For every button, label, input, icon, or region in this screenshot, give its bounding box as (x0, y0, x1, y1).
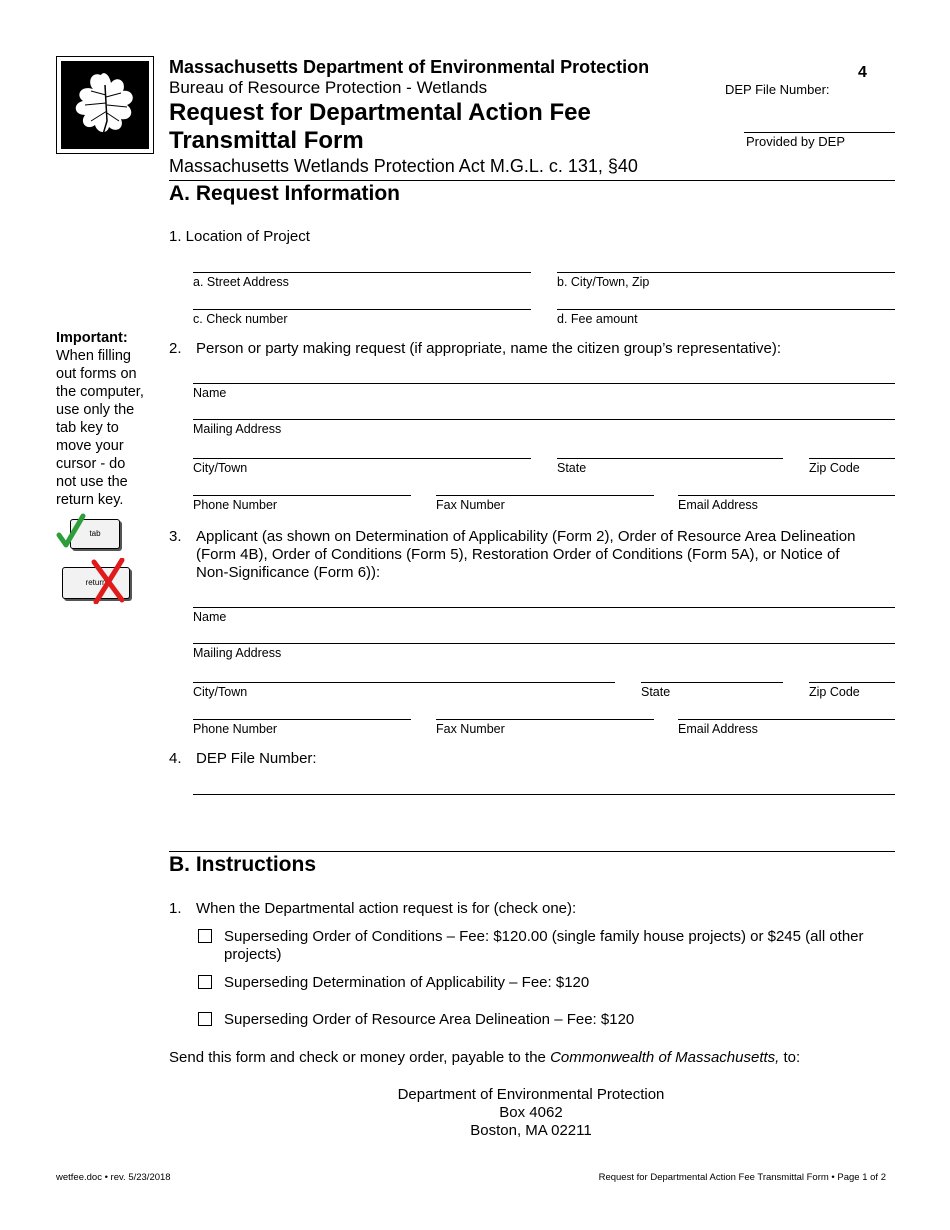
section-b-title: B. Instructions (169, 853, 317, 876)
applicant-name-field[interactable]: Name (193, 607, 895, 624)
header-divider (169, 180, 895, 181)
payee-name: Commonwealth of Massachusetts, (550, 1049, 780, 1066)
form-number: 4 (858, 64, 867, 81)
mailing-address-block (331, 1086, 731, 1140)
agency-name: Massachusetts Department of Environmental Protection (169, 57, 650, 77)
form-title (169, 99, 689, 155)
requester-city-field[interactable]: City/Town (193, 458, 531, 475)
applicant-phone-field[interactable]: Phone Number (193, 719, 411, 736)
note-line: tab key to (56, 420, 119, 436)
send-instructions: Send this form and check or money order, payable to the Commonwealth of Massachusetts, to: (169, 1049, 801, 1066)
option-text: projects) (224, 946, 282, 963)
important-note (56, 329, 156, 509)
note-line: When filling (56, 348, 131, 364)
q2-label: Person or party making request (if appropriate, name the citizen group’s representative): (196, 340, 782, 357)
q3-label-line: Non-Significance (Form 6)): (196, 564, 381, 581)
form-title-line-2: Transmittal Form (169, 127, 364, 154)
b1-number: 1. (169, 900, 182, 917)
form-title-line-1: Request for Departmental Action Fee (169, 99, 591, 126)
applicant-email-field[interactable]: Email Address (678, 719, 895, 736)
checkmark-icon (56, 513, 86, 549)
address-line: Department of Environmental Protection (397, 1086, 665, 1103)
superseding-delineation-option: Superseding Order of Resource Area Delineation – Fee: $120 (224, 1011, 635, 1028)
address-line: Box 4062 (499, 1104, 563, 1121)
q3-label-line: (Form 4B), Order of Conditions (Form 5), Restoration Order of Conditions (Form 5A), or Notice of (196, 546, 840, 563)
q3-label (196, 528, 855, 582)
section-b-divider (169, 851, 895, 852)
superseding-determination-checkbox[interactable] (198, 975, 212, 989)
cross-icon (88, 558, 128, 604)
option-text: Superseding Order of Conditions – Fee: $120.00 (single family house projects) or $245 (all other (224, 928, 864, 945)
note-line: not use the (56, 474, 128, 490)
applicant-state-field[interactable]: State (641, 682, 783, 699)
superseding-order-option (224, 928, 895, 964)
requester-zip-field[interactable]: Zip Code (809, 458, 895, 475)
q3-number: 3. (169, 528, 182, 545)
superseding-delineation-checkbox[interactable] (198, 1012, 212, 1026)
important-label: Important: (56, 330, 128, 346)
b1-label: When the Departmental action request is for (check one): (196, 900, 577, 917)
footer-doc-revision: wetfee.doc • rev. 5/23/2018 (56, 1172, 171, 1183)
dep-file-number-label: DEP File Number: (725, 82, 830, 97)
q4-number: 4. (169, 750, 182, 767)
note-line: the computer, (56, 384, 144, 400)
oak-leaf-icon (61, 61, 149, 149)
note-line: move your (56, 438, 124, 454)
dep-oak-leaf-logo (56, 56, 154, 154)
requester-email-field[interactable]: Email Address (678, 495, 895, 512)
act-reference: Massachusetts Wetlands Protection Act M.G.L. c. 131, §40 (169, 156, 638, 176)
q1-location-label: 1. Location of Project (169, 228, 310, 245)
city-zip-field[interactable]: b. City/Town, Zip (557, 272, 895, 289)
section-a-title: A. Request Information (169, 182, 401, 205)
fee-amount-field[interactable]: d. Fee amount (557, 309, 895, 326)
q4-label: DEP File Number: (196, 750, 317, 767)
q3-label-line: Applicant (as shown on Determination of Applicability (Form 2), Order of Resource Area Delineation (196, 528, 856, 545)
note-line: return key. (56, 492, 124, 508)
return-key-icon: return (62, 567, 130, 599)
provided-by-dep-label: Provided by DEP (746, 134, 845, 149)
q2-number: 2. (169, 340, 182, 357)
dep-file-number-input[interactable] (193, 794, 895, 797)
check-number-field[interactable]: c. Check number (193, 309, 531, 326)
requester-name-field[interactable]: Name (193, 383, 895, 400)
bureau-name: Bureau of Resource Protection - Wetlands (169, 78, 488, 97)
requester-phone-field[interactable]: Phone Number (193, 495, 411, 512)
applicant-zip-field[interactable]: Zip Code (809, 682, 895, 699)
address-line: Boston, MA 02211 (470, 1122, 592, 1139)
applicant-fax-field[interactable]: Fax Number (436, 719, 654, 736)
street-address-field[interactable]: a. Street Address (193, 272, 531, 289)
note-line: use only the (56, 402, 135, 418)
superseding-determination-option: Superseding Determination of Applicability – Fee: $120 (224, 974, 590, 991)
requester-fax-field[interactable]: Fax Number (436, 495, 654, 512)
requester-mailing-address-field[interactable]: Mailing Address (193, 419, 895, 436)
note-line: cursor - do (56, 456, 126, 472)
footer-page-info: Request for Departmental Action Fee Transmittal Form • Page 1 of 2 (598, 1172, 886, 1183)
superseding-order-checkbox[interactable] (198, 929, 212, 943)
note-line: out forms on (56, 366, 137, 382)
applicant-city-field[interactable]: City/Town (193, 682, 615, 699)
requester-state-field[interactable]: State (557, 458, 783, 475)
tab-key-icon: tab (70, 519, 120, 549)
applicant-mailing-address-field[interactable]: Mailing Address (193, 643, 895, 660)
